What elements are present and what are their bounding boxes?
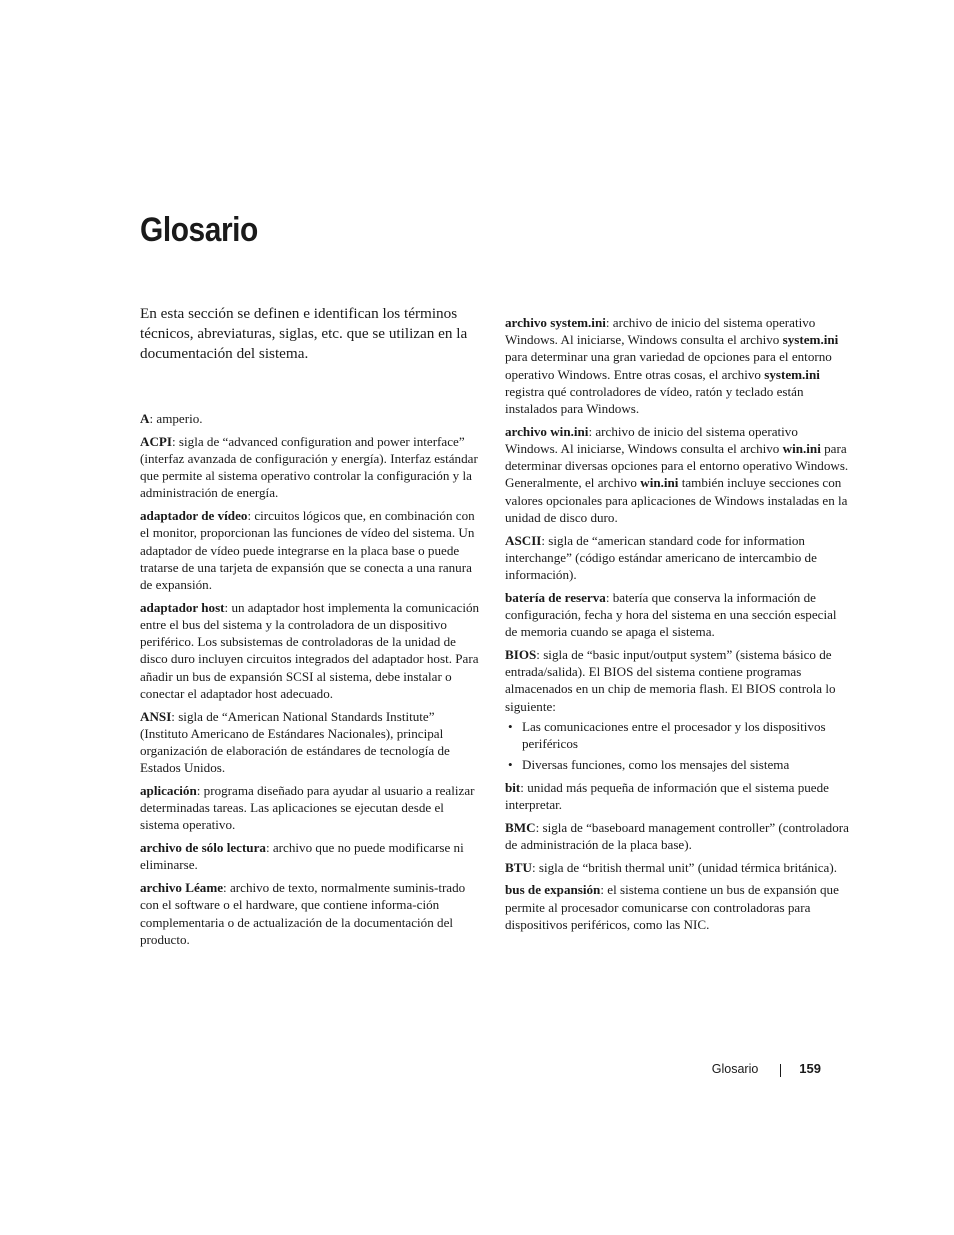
- glossary-term: A: [140, 411, 150, 426]
- glossary-term: aplicación: [140, 783, 197, 799]
- page-number: 159: [799, 1061, 821, 1076]
- glossary-term: ACPI: [140, 433, 173, 449]
- glossary-term: bus de expansión: [505, 882, 601, 898]
- glossary-definition: para determinar una gran variedad de opciones para el entorno operativo Windows. Entre otras cosas, el archivo: [505, 349, 832, 382]
- filename-inline: system.ini: [782, 332, 839, 348]
- glossary-definition: registra qué controladores de vídeo, ratón y teclado están instalados para Windows.: [505, 383, 804, 417]
- glossary-entry: [140, 782, 485, 834]
- footer-section-name: Glosario: [711, 1061, 759, 1076]
- glossary-definition: : amperio.: [149, 411, 203, 426]
- glossary-definition: : el sistema contiene un bus de expansión que permite al procesador comunicarse con controladoras para dispositivos periféricos, como las NIC.: [505, 882, 839, 932]
- glossary-entry: [140, 410, 485, 427]
- glossary-definition: para determinar diversas opciones para el entorno operativo Windows. Generalmente, el archivo: [505, 441, 849, 491]
- glossary-entry: [140, 507, 485, 593]
- glossary-column-right: [505, 314, 850, 939]
- glossary-entry: [140, 433, 485, 502]
- glossary-entry: [140, 879, 485, 948]
- glossary-entry: [140, 599, 485, 702]
- glossary-entry: [505, 646, 850, 715]
- glossary-entry: [505, 819, 850, 853]
- glossary-definition: : un adaptador host implementa la comunicación entre el bus del sistema y la controladora de un dispositivo periférico. Los subsistemas de controladoras de la unidad de disco duro incluyen circuitos integrados del adaptador host. Para añadir un bus de expansión SCSI al sistema, debe instalar o conectar el adaptador host adecuado.: [140, 599, 480, 701]
- glossary-definition: también incluye secciones con valores opcionales para aplicaciones de Windows instaladas en la unidad de disco duro.: [505, 475, 848, 525]
- glossary-definition: : archivo de inicio del sistema operativo Windows. Al iniciarse, Windows consulta el archivo: [505, 315, 816, 348]
- filename-inline: system.ini: [764, 366, 820, 382]
- glossary-entry: [505, 779, 850, 813]
- glossary-entry: [505, 532, 850, 584]
- glossary-term: archivo de sólo lectura: [140, 840, 266, 856]
- glossary-entry: [140, 839, 485, 873]
- glossary-term: BIOS: [505, 647, 537, 663]
- glossary-term: archivo Léame: [140, 880, 224, 896]
- bullet-item: • Las comunicaciones entre el procesador y los dispositivos periféricos: [505, 718, 850, 752]
- filename-inline: win.ini: [640, 475, 679, 491]
- glossary-term: archivo system.ini: [505, 315, 606, 330]
- glossary-term: BMC: [505, 819, 536, 835]
- glossary-entry: [140, 708, 485, 777]
- glossary-term: adaptador de vídeo: [140, 508, 248, 524]
- glossary-term: bit: [505, 779, 521, 795]
- glossary-definition: : sigla de “british thermal unit” (unidad térmica británica).: [531, 859, 837, 875]
- glossary-term: ASCII: [505, 532, 542, 548]
- glossary-column-left: [140, 410, 485, 954]
- glossary-definition: : sigla de “advanced configuration and power interface” (interfaz avanzada de configuración y energía). Interfaz estándar que permite al sistema operativo controlar la configuración y la administración de energía.: [140, 433, 478, 501]
- glossary-entry: [505, 881, 850, 933]
- glossary-definition: : circuitos lógicos que, en combinación con el monitor, proporcionan las funciones de vídeo del sistema. Un adaptador de vídeo puede integrarse en la placa base o puede tratarse de una tarjeta de expansión que se conecta a una ranura de expansión.: [140, 508, 475, 593]
- glossary-definition: : archivo de inicio del sistema operativo Windows. Al iniciarse, Windows consulta el archivo: [505, 423, 798, 457]
- filename-inline: win.ini: [782, 441, 821, 457]
- glossary-term: batería de reserva: [505, 589, 606, 605]
- glossary-definition: : batería que conserva la información de configuración, fecha y hora del sistema en una sección especial de memoria cuando se apaga el sistema.: [505, 589, 837, 640]
- glossary-term: archivo win.ini: [505, 423, 589, 439]
- page-title: Glosario: [140, 211, 258, 249]
- glossary-definition: : sigla de “basic input/output system” (sistema básico de entrada/salida). El BIOS del sistema contiene programas almacenados en un chip de memoria flash. El BIOS controla lo siguiente:: [505, 647, 836, 714]
- glossary-definition: : sigla de “American National Standards Institute” (Instituto Americano de Estándares Nacionales), principal organización de elaboración de estándares de tecnología de Estados Unidos.: [140, 708, 450, 776]
- glossary-definition: : sigla de “american standard code for information interchange” (código estándar americano de intercambio de información).: [505, 532, 817, 583]
- page-footer: [712, 1061, 821, 1076]
- glossary-definition: : archivo de texto, normalmente suminis-trado con el software o el hardware, que contiene informa-ción complementaria o de actualización de la documentación del producto.: [140, 880, 466, 947]
- glossary-entry: [505, 589, 850, 641]
- glossary-entry: [505, 423, 850, 526]
- bios-bullet-list: [505, 718, 850, 773]
- glossary-term: ANSI: [140, 708, 172, 724]
- glossary-term: BTU: [505, 859, 532, 875]
- glossary-entry: [505, 859, 850, 876]
- glossary-definition: : archivo que no puede modificarse ni eliminarse.: [140, 840, 464, 873]
- glossary-term: adaptador host: [140, 599, 225, 615]
- glossary-definition: : sigla de “baseboard management controller” (controladora de administración de la placa base).: [505, 819, 849, 852]
- glossary-entry: [505, 314, 850, 417]
- glossary-definition: : unidad más pequeña de información que el sistema puede interpretar.: [505, 779, 829, 812]
- glossary-definition: : programa diseñado para ayudar al usuario a realizar determinadas tareas. Las aplicaciones se ejecutan desde el sistema operativo.: [140, 783, 475, 833]
- bullet-item: • Diversas funciones, como los mensajes del sistema: [505, 756, 850, 773]
- intro-paragraph: En esta sección se definen e identifican los términos técnicos, abreviaturas, siglas, etc. que se utilizan en la documentación del sistema.: [140, 305, 468, 362]
- footer-divider: [780, 1064, 781, 1077]
